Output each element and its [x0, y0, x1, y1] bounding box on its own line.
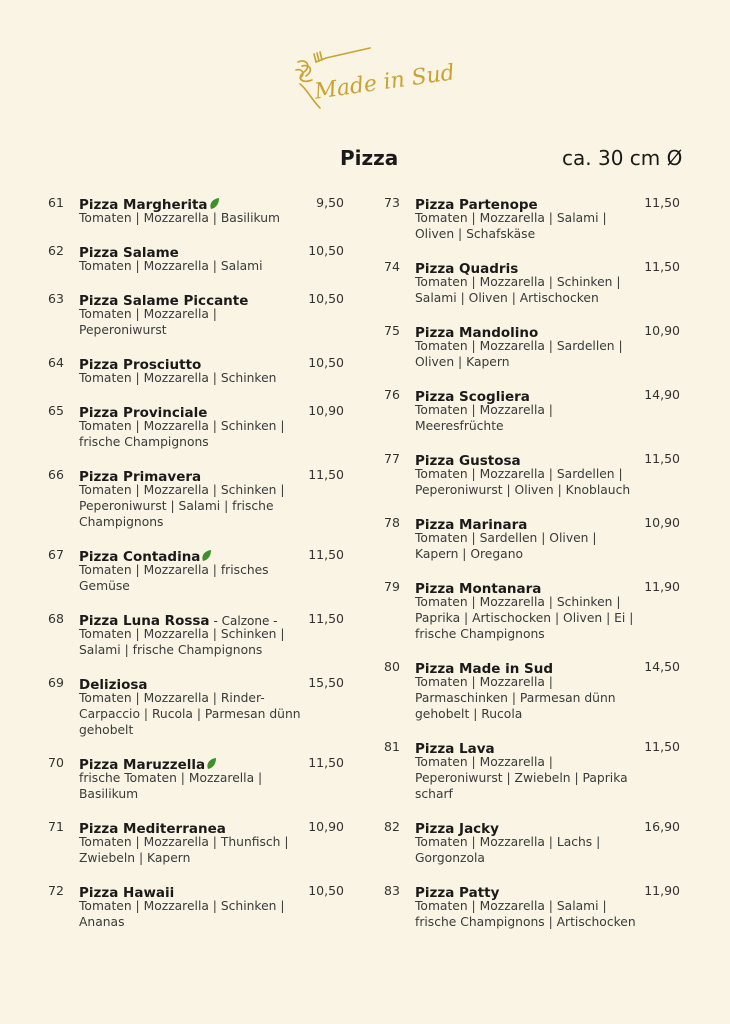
item-number: 69	[48, 675, 64, 690]
item-price: 11,50	[644, 259, 680, 274]
item-price: 14,50	[644, 659, 680, 674]
item-description: Tomaten | Mozzarella | Sardellen | Oliven | Kapern	[415, 339, 623, 369]
item-name: Pizza Gustosa	[415, 453, 521, 469]
menu-item	[384, 882, 682, 930]
item-name: Pizza Jacky	[415, 821, 499, 837]
menu-item	[384, 322, 682, 370]
menu-item	[48, 546, 346, 594]
item-description: Tomaten | Mozzarella | Thunfisch | Zwiebeln | Kapern	[79, 835, 289, 865]
menu-item	[48, 402, 346, 450]
menu-item	[48, 818, 346, 866]
item-name: Pizza Salame	[79, 245, 179, 261]
item-name: Pizza Partenope	[415, 197, 538, 213]
item-note: - Calzone -	[213, 614, 278, 628]
vegetarian-leaf-icon	[201, 549, 212, 562]
item-number: 64	[48, 355, 64, 370]
item-name: Pizza Luna Rossa	[79, 613, 210, 629]
item-name: Pizza Salame Piccante	[79, 293, 249, 309]
item-name: Pizza Mandolino	[415, 325, 539, 341]
item-number: 81	[384, 739, 400, 754]
item-name: Pizza Made in Sud	[415, 661, 554, 677]
item-number: 61	[48, 195, 64, 210]
menu-column-left	[48, 194, 346, 946]
item-description: Tomaten | Mozzarella | Schinken | Ananas	[79, 899, 285, 929]
item-number: 66	[48, 467, 64, 482]
menu-column-right	[384, 194, 682, 946]
item-name: Deliziosa	[79, 677, 148, 693]
item-number: 77	[384, 451, 400, 466]
item-name: Pizza Margherita	[79, 197, 208, 213]
item-description: Tomaten | Mozzarella | Peperoniwurst | Zwiebeln | Paprika scharf	[415, 755, 628, 801]
menu-item	[384, 818, 682, 866]
item-price: 11,50	[644, 739, 680, 754]
item-description: Tomaten | Mozzarella | frisches Gemüse	[79, 563, 269, 593]
item-number: 74	[384, 259, 400, 274]
item-name: Pizza Patty	[415, 885, 500, 901]
item-number: 65	[48, 403, 64, 418]
item-description: Tomaten | Mozzarella | Schinken	[79, 371, 277, 385]
menu-item	[48, 242, 346, 274]
item-description: Tomaten | Mozzarella | Salami | frische Champignons | Artischocken	[415, 899, 636, 929]
item-description: Tomaten | Mozzarella | Schinken | Peperoniwurst | Salami | frische Champignons	[79, 483, 285, 529]
menu-item	[48, 194, 346, 226]
item-price: 11,50	[308, 611, 344, 626]
item-name: Pizza Lava	[415, 741, 495, 757]
item-name: Pizza Prosciutto	[79, 357, 202, 373]
item-price: 10,90	[644, 323, 680, 338]
item-description: Tomaten | Mozzarella | Salami	[79, 259, 263, 273]
item-price: 9,50	[316, 195, 344, 210]
item-number: 68	[48, 611, 64, 626]
item-price: 11,90	[644, 883, 680, 898]
menu-item	[48, 290, 346, 338]
logo-text: Made in Sud	[312, 60, 457, 105]
item-description: Tomaten | Mozzarella | Sardellen | Peperoniwurst | Oliven | Knoblauch	[415, 467, 631, 497]
item-name: Pizza Maruzzella	[79, 757, 206, 773]
menu-item	[48, 466, 346, 530]
item-description: Tomaten | Mozzarella | Lachs | Gorgonzola	[415, 835, 601, 865]
item-price: 10,90	[308, 403, 344, 418]
item-price: 10,50	[308, 883, 344, 898]
menu-item	[384, 258, 682, 306]
menu-item	[48, 754, 346, 802]
item-number: 78	[384, 515, 400, 530]
item-name: Pizza Mediterranea	[79, 821, 226, 837]
item-price: 10,90	[644, 515, 680, 530]
item-number: 62	[48, 243, 64, 258]
item-number: 83	[384, 883, 400, 898]
item-number: 73	[384, 195, 400, 210]
menu-item	[384, 194, 682, 242]
menu-item	[384, 386, 682, 434]
item-name: Pizza Hawaii	[79, 885, 175, 901]
item-description: Tomaten | Sardellen | Oliven | Kapern | Oregano	[415, 531, 597, 561]
item-number: 70	[48, 755, 64, 770]
item-name: Pizza Marinara	[415, 517, 528, 533]
page-title: Pizza	[340, 146, 399, 170]
item-price: 10,50	[308, 243, 344, 258]
item-description: Tomaten | Mozzarella | Meeresfrüchte	[415, 403, 553, 433]
menu-item	[384, 514, 682, 562]
item-number: 72	[48, 883, 64, 898]
menu-item	[48, 610, 346, 658]
menu-item	[384, 658, 682, 722]
menu-item	[384, 450, 682, 498]
item-number: 82	[384, 819, 400, 834]
menu-item	[384, 738, 682, 802]
menu-item	[48, 882, 346, 930]
item-description: Tomaten | Mozzarella | Parmaschinken | Parmesan dünn gehobelt | Rucola	[415, 675, 616, 721]
item-description: Tomaten | Mozzarella | Schinken | Salami | frische Champignons	[79, 627, 285, 657]
item-description: frische Tomaten | Mozzarella | Basilikum	[79, 771, 263, 801]
menu-item	[384, 578, 682, 642]
item-description: Tomaten | Mozzarella | Schinken | frische Champignons	[79, 419, 285, 449]
item-price: 10,50	[308, 355, 344, 370]
item-price: 11,90	[644, 579, 680, 594]
item-number: 79	[384, 579, 400, 594]
menu-item	[48, 674, 346, 738]
item-number: 76	[384, 387, 400, 402]
menu-item	[48, 354, 346, 386]
item-name: Pizza Scogliera	[415, 389, 530, 405]
item-price: 10,90	[308, 819, 344, 834]
vegetarian-leaf-icon	[209, 197, 220, 210]
item-price: 11,50	[308, 547, 344, 562]
item-price: 11,50	[644, 451, 680, 466]
item-description: Tomaten | Mozzarella | Schinken | Paprika | Artischocken | Oliven | Ei | frische Champignons	[415, 595, 634, 641]
item-number: 80	[384, 659, 400, 674]
vegetarian-leaf-icon	[206, 757, 217, 770]
item-description: Tomaten | Mozzarella | Rinder-Carpaccio | Rucola | Parmesan dünn gehobelt	[79, 691, 301, 737]
item-name: Pizza Contadina	[79, 549, 201, 565]
item-description: Tomaten | Mozzarella | Basilikum	[79, 211, 281, 225]
item-price: 11,50	[308, 755, 344, 770]
item-number: 71	[48, 819, 64, 834]
item-price: 11,50	[308, 467, 344, 482]
item-name: Pizza Montanara	[415, 581, 542, 597]
item-description: Tomaten | Mozzarella | Peperoniwurst	[79, 307, 217, 337]
item-description: Tomaten | Mozzarella | Salami | Oliven | Schafskäse	[415, 211, 607, 241]
item-name: Pizza Quadris	[415, 261, 519, 277]
item-number: 63	[48, 291, 64, 306]
item-name: Pizza Primavera	[79, 469, 202, 485]
size-label: ca. 30 cm Ø	[562, 146, 683, 170]
item-price: 10,50	[308, 291, 344, 306]
item-price: 16,90	[644, 819, 680, 834]
item-price: 11,50	[644, 195, 680, 210]
item-price: 15,50	[308, 675, 344, 690]
logo	[292, 44, 457, 116]
item-name: Pizza Provinciale	[79, 405, 208, 421]
item-price: 14,90	[644, 387, 680, 402]
item-number: 67	[48, 547, 64, 562]
item-number: 75	[384, 323, 400, 338]
item-description: Tomaten | Mozzarella | Schinken | Salami | Oliven | Artischocken	[415, 275, 621, 305]
